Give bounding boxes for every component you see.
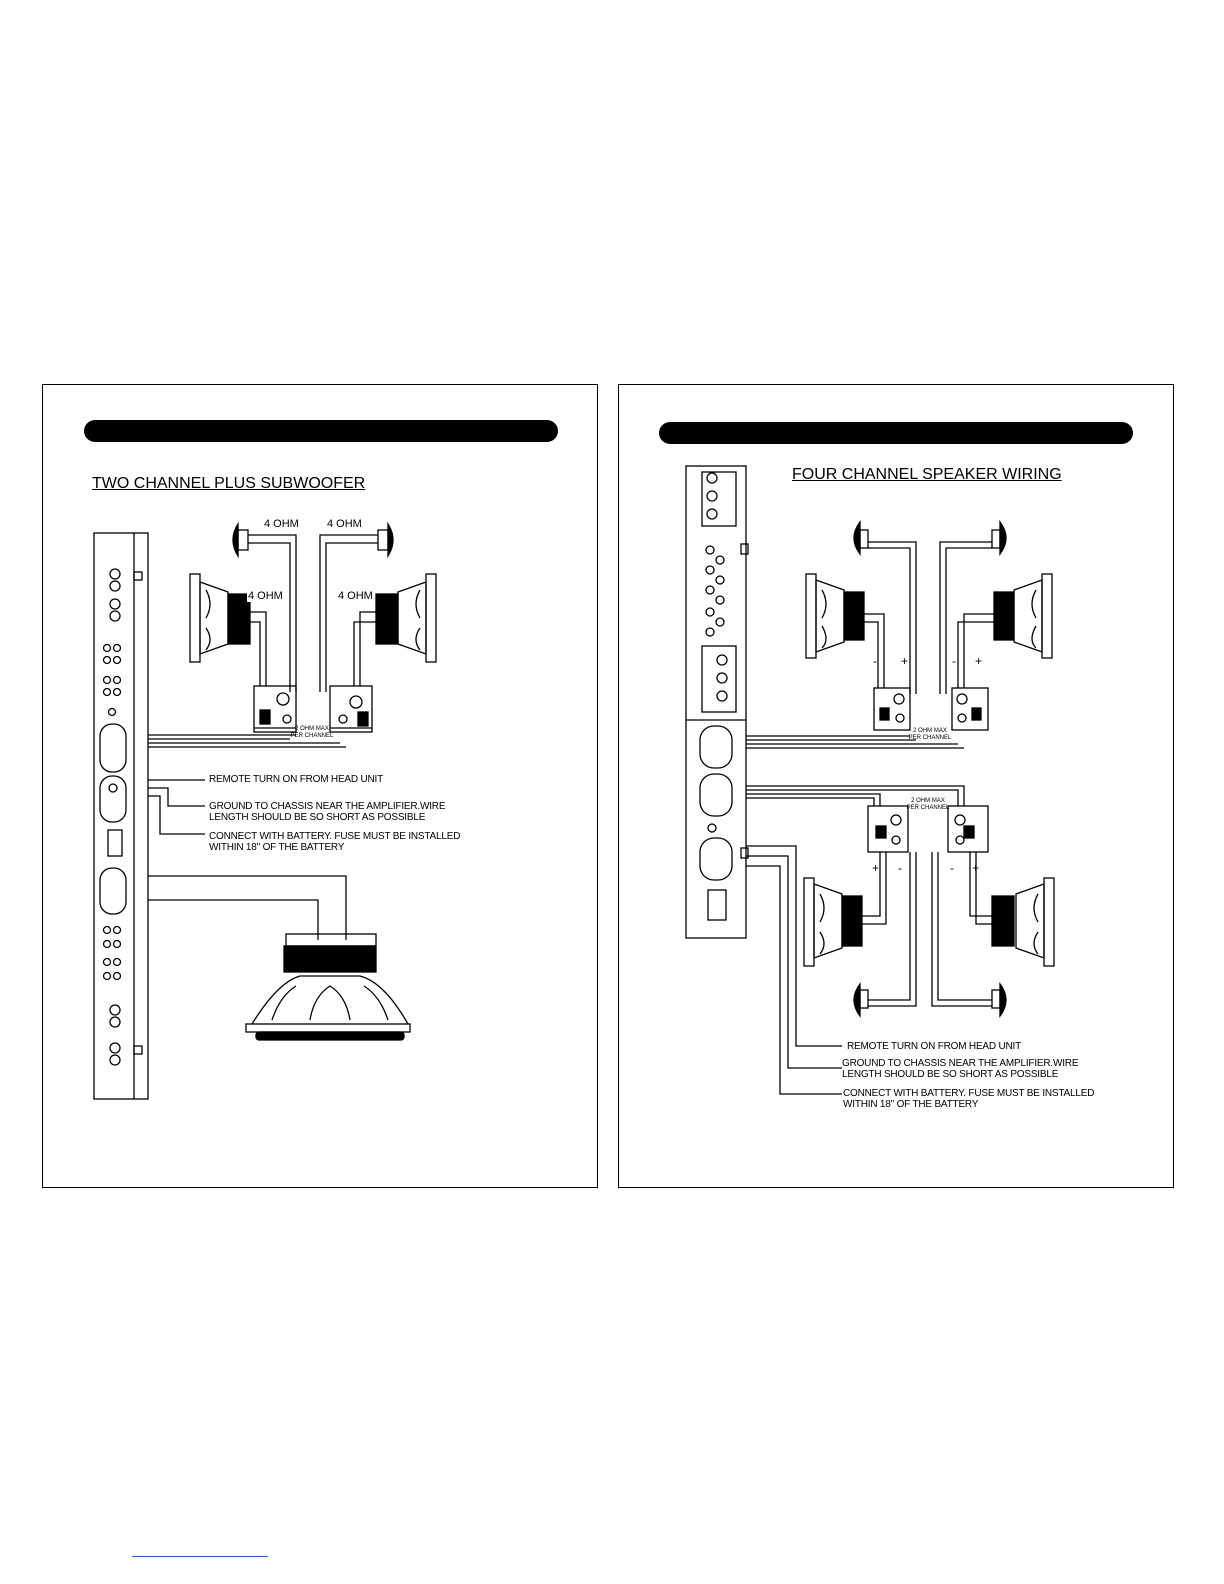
woofer-bottom-left: [804, 878, 862, 966]
polarity-minus-2: -: [952, 654, 956, 668]
battery-note-right-line-1: CONNECT WITH BATTERY. FUSE MUST BE INSTALLED: [843, 1088, 1095, 1099]
polarity-minus-3: -: [898, 861, 902, 875]
max-ohm-label-top: [906, 728, 954, 742]
max-ohm-label-bottom: [904, 798, 952, 812]
ohm-label-woofer-left: 4 OHM: [248, 590, 283, 602]
remote-note-right: REMOTE TURN ON FROM HEAD UNIT: [847, 1041, 1022, 1052]
max-ohm-line-2: PER CHANNEL: [290, 733, 334, 739]
max-ohm-line-1: 2 OHM MAX: [295, 726, 329, 732]
max-ohm-bottom-line-2: PER CHANNEL: [906, 805, 950, 811]
battery-note-right-line-2: WITHIN 18" OF THE BATTERY: [843, 1099, 979, 1110]
ground-note-right-line-2: LENGTH SHOULD BE SO SHORT AS POSSIBLE: [842, 1069, 1059, 1080]
ohm-label-tweeter-right: 4 OHM: [327, 518, 362, 530]
battery-note-line-2: WITHIN 18" OF THE BATTERY: [209, 842, 345, 853]
ohm-label-tweeter-left: 4 OHM: [264, 518, 299, 530]
ground-note-right-line-1: GROUND TO CHASSIS NEAR THE AMPLIFIER.WIRE: [842, 1058, 1079, 1069]
amplifier-body-right: [686, 466, 746, 938]
four-channel-title: FOUR CHANNEL SPEAKER WIRING: [792, 466, 1062, 483]
max-ohm-top-line-2: PER CHANNEL: [908, 735, 952, 741]
amp-controls-right: [700, 472, 736, 920]
tweeter-bottom-right: [1000, 984, 1006, 1016]
polarity-plus-4: +: [972, 861, 980, 875]
polarity-minus-4: -: [950, 861, 954, 875]
polarity-plus-1: +: [901, 654, 909, 668]
woofer-bottom-right: [992, 878, 1054, 966]
tweeter-top-left: [854, 522, 860, 554]
polarity-plus-3: +: [872, 861, 880, 875]
two-channel-title: TWO CHANNEL PLUS SUBWOOFER: [92, 475, 366, 492]
battery-note-line-1: CONNECT WITH BATTERY. FUSE MUST BE INSTALLED: [209, 831, 461, 842]
crossover-top-right: [952, 688, 988, 730]
tweeter-top-right: [1000, 522, 1006, 554]
ground-note-line-1: GROUND TO CHASSIS NEAR THE AMPLIFIER.WIRE: [209, 801, 446, 812]
polarity-minus-1: -: [873, 654, 877, 668]
ground-note-line-2: LENGTH SHOULD BE SO SHORT AS POSSIBLE: [209, 812, 426, 823]
crossover-bottom-left: [868, 806, 908, 852]
ohm-label-woofer-right: 4 OHM: [338, 590, 373, 602]
polarity-plus-2: +: [975, 654, 983, 668]
woofer-top-left: [806, 574, 864, 658]
remote-note: REMOTE TURN ON FROM HEAD UNIT: [209, 774, 384, 785]
tweeter-bottom-left: [854, 984, 860, 1016]
woofer-top-right: [994, 574, 1052, 658]
max-ohm-bottom-line-1: 2 OHM MAX: [911, 798, 945, 804]
max-ohm-top-line-1: 2 OHM MAX: [913, 728, 947, 734]
footer-link-underline: [132, 1556, 268, 1557]
